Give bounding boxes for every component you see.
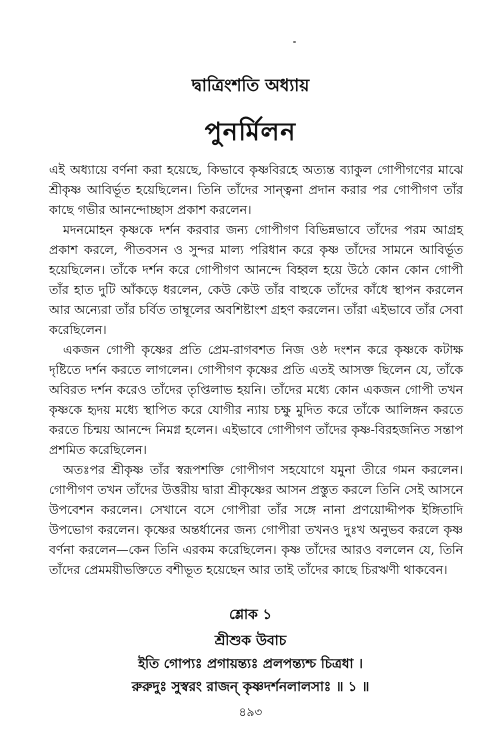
chapter-label: দ্বাত্রিংশতি অধ্যায় [191,76,310,96]
paragraph: মদনমোহন কৃষ্ণকে দর্শন করবার জন্য গোপীগণ বিভিন্নভাবে তাঁদের পরম আগ্রহ প্রকাশ করলে, পীতবসন ও সুন্দর মাল্য পরিধান করে কৃষ্ণ তাঁদের সামনে আবির্ভূত হয়েছিলেন। তাঁকে দর্শন করে গোপীগণ আনন্দে বিহ্বল হয়ে উঠে কোন কোন গোপী তাঁর হাত দুটি আঁকড়ে ধরলেন, কেউ কেউ তাঁর বাহুকে তাঁদের কাঁধে স্থাপন করলেন আর অন্যেরা তাঁর চর্বিত তাম্বূলের অবশিষ্টাংশ গ্রহণ করলেন। তাঁরা এইভাবে তাঁর সেবা করেছিলেন। [49,222,463,337]
paragraph: অতঃপর শ্রীকৃষ্ণ তাঁর স্বরূপশক্তি গোপীগণ সহযোগে যমুনা তীরে গমন করলেন। গোপীগণ তখন তাঁদের উত্তরীয় দ্বারা শ্রীকৃষ্ণের আসন প্রস্তুত করলে তিনি সেই আসনে উপবেশন করলেন। সেখানে বসে গোপীরা তাঁর সঙ্গে নানা প্রণয়োদ্দীপক ইঙ্গিতাদি উপভোগ করলেন। কৃষ্ণের অন্তর্ধানের জন্য গোপীরা তখনও দুঃখ অনুভব করলে কৃষ্ণ বর্ণনা করলেন—কেন তিনি এরকম করেছিলেন। কৃষ্ণ তাঁদের আরও বললেন যে, তিনি তাঁদের প্রেমময়ীভক্তিতে বশীভূত হয়েছেন আর তাই তাঁদের কাছে চিরঋণী থাকবেন। [49,462,463,577]
verse-speaker: শ্রীশুক উবাচ [214,633,287,649]
verse-line-1: ইতি গোপ্যঃ প্রগায়ন্ত্যঃ প্রলপন্ত্যশ্চ চিত্রধা । [138,656,363,672]
print-speck [293,41,296,43]
verse-line-2: রুরুদুঃ সুস্বরং রাজন্ কৃষ্ণদর্শনলালসাঃ ॥ ১ ॥ [131,679,370,695]
paragraph: একজন গোপী কৃষ্ণের প্রতি প্রেম-রাগবশত নিজ ওষ্ঠ দংশন করে কৃষ্ণকে কটাক্ষ দৃষ্টিতে দর্শন করতে লাগলেন। গোপীগণ কৃষ্ণের প্রতি এতই আসক্ত ছিলেন যে, তাঁকে অবিরত দর্শন করেও তাঁদের তৃপ্তিলাভ হয়নি। তাঁদের মধ্যে কোন একজন গোপী তখন কৃষ্ণকে হৃদয় মধ্যে স্থাপিত করে যোগীর ন্যায় চক্ষু মুদিত করে তাঁকে আলিঙ্গন করতে করতে চিন্ময় আনন্দে নিমগ্ন হলেন। এইভাবে গোপীগণ তাঁদের কৃষ্ণ-বিরহজনিত সন্তাপ প্রশমিত করেছিলেন। [49,342,463,457]
paragraph: এই অধ্যায়ে বর্ণনা করা হয়েছে, কিভাবে কৃষ্ণবিরহে অত্যন্ত ব্যাকুল গোপীগণের মাঝে শ্রীকৃষ্ণ আবির্ভূত হয়েছিলেন। তিনি তাঁদের সান্ত্বনা প্রদান করার পর গোপীগণ তাঁর কাছে গভীর আনন্দোচ্ছাস প্রকাশ করলেন। [49,162,463,217]
chapter-summary [49,160,463,580]
verse-label: শ্লোক ১ [229,607,272,623]
chapter-title: পুনর্মিলন [204,117,297,146]
page-number: ৪৯৩ [238,705,263,719]
